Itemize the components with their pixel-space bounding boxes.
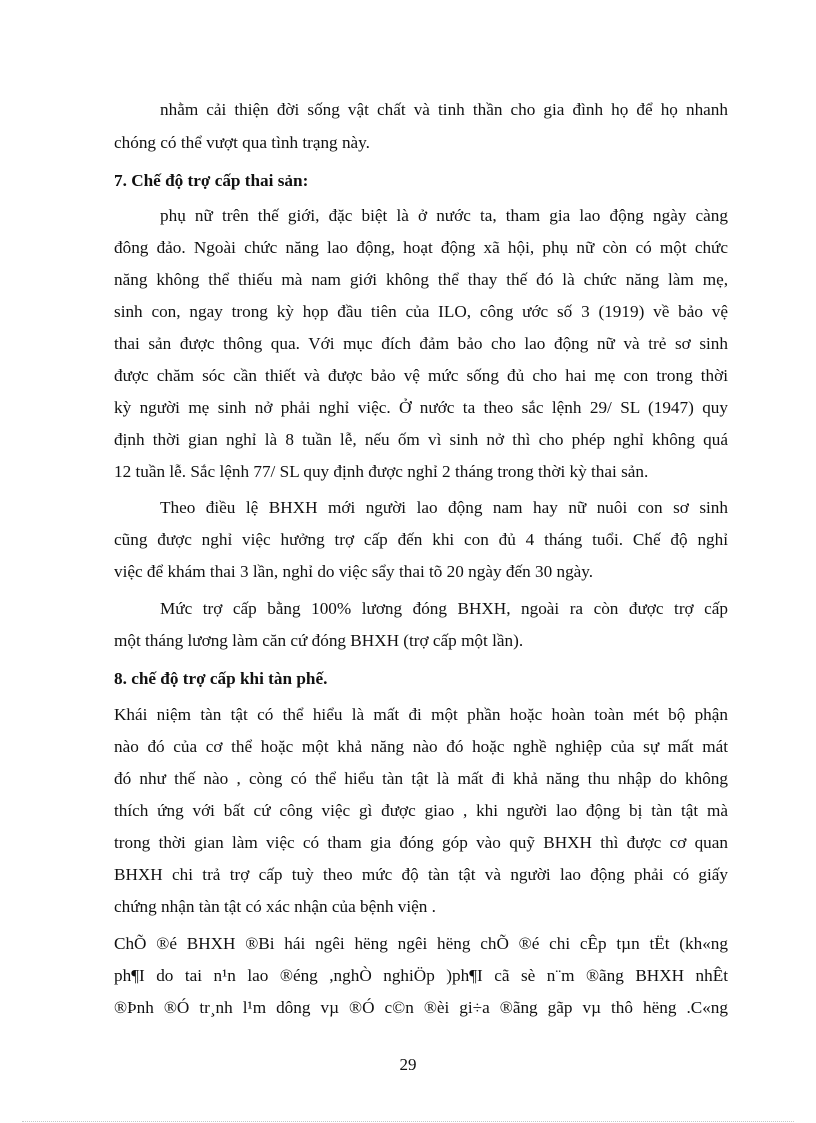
body-line: nhằm cải thiện đời sống vật chất và tinh thần cho gia đình họ để họ nhanh <box>160 100 728 119</box>
body-line: chóng có thể vượt qua tình trạng này. <box>114 133 370 152</box>
body-line: năng không thể thiếu mà nam giới không thể thay thế đó là chức năng làm mẹ, <box>114 270 728 289</box>
body-line: đó như thế nào , còng có thể hiểu tàn tật là mất đi khả năng thu nhập do không <box>114 769 728 788</box>
section-heading: 8. chế độ trợ cấp khi tàn phế. <box>114 669 328 688</box>
body-line: thích ứng với bất cứ công việc gì được giao , khi người lao động bị tàn tật mà <box>114 801 728 820</box>
body-line: được chăm sóc cần thiết và được bảo vệ mức sống đủ cho hai mẹ con trong thời <box>114 366 728 385</box>
body-line: việc để khám thai 3 lần, nghỉ do việc sẩy thai tõ 20 ngày đến 30 ngày. <box>114 562 594 581</box>
body-line: đông đảo. Ngoài chức năng lao động, hoạt động xã hội, phụ nữ còn có một chức <box>114 238 728 257</box>
body-line: Mức trợ cấp bằng 100% lương đóng BHXH, ngoài ra còn được trợ cấp <box>160 599 728 618</box>
body-line: thai sản được thông qua. Với mục đích đảm bảo cho lao động nữ và trẻ sơ sinh <box>114 334 728 353</box>
body-line: sinh con, ngay trong kỳ họp đầu tiên của ILO, công ước số 3 (1919) về bảo vệ <box>114 302 728 321</box>
body-line: định thời gian nghỉ là 8 tuần lễ, nếu ốm vì sinh nở thì cho phép nghỉ không quá <box>114 430 728 449</box>
body-line: phụ nữ trên thế giới, đặc biệt là ở nước ta, tham gia lao động ngày càng <box>160 206 728 225</box>
body-line: nào đó của cơ thể hoặc một khả năng nào đó hoặc nghề nghiệp của sự mất mát <box>114 737 728 756</box>
garbled-line: ph¶I do tai n¹n lao ®éng ,nghÒ nghiÖp )ph¶I cã sè n¨m ®ãng BHXH nhÊt <box>114 966 728 985</box>
page-bottom-border <box>22 1121 794 1122</box>
body-line: trong thời gian làm việc có tham gia đóng góp vào quỹ BHXH thì được cơ quan <box>114 833 728 852</box>
body-line: chứng nhận tàn tật có xác nhận của bệnh viện . <box>114 897 436 916</box>
garbled-line: ®Þnh ®Ó tr¸nh l¹m dông vµ ®Ó c©n ®èi gi÷a ®ãng gãp vµ thô hëng .C«ng <box>114 998 728 1017</box>
body-line: Theo điều lệ BHXH mới người lao động nam hay nữ nuôi con sơ sinh <box>160 498 728 517</box>
page-number: 29 <box>399 1055 417 1074</box>
body-line: Khái niệm tàn tật có thể hiểu là mất đi một phần hoặc hoàn toàn mét bộ phận <box>114 705 728 724</box>
body-line: cũng được nghỉ việc hưởng trợ cấp đến khi con đủ 4 tháng tuổi. Chế độ nghỉ <box>114 530 728 549</box>
garbled-line: ChÕ ®é BHXH ®Bi hái ngêi hëng ngêi hëng chÕ ®é chi cÊp tµn tËt (kh«ng <box>114 934 728 953</box>
body-line: một tháng lương làm căn cứ đóng BHXH (trợ cấp một lần). <box>114 631 524 650</box>
section-heading: 7. Chế độ trợ cấp thai sản: <box>114 171 309 190</box>
body-line: kỳ người mẹ sinh nở phải nghỉ việc. Ở nước ta theo sắc lệnh 29/ SL (1947) quy <box>114 398 728 417</box>
body-line: 12 tuần lễ. Sắc lệnh 77/ SL quy định được nghỉ 2 tháng trong thời kỳ thai sản. <box>114 462 649 481</box>
body-line: BHXH chi trả trợ cấp tuỳ theo mức độ tàn tật và người lao động phải có giấy <box>114 865 728 884</box>
